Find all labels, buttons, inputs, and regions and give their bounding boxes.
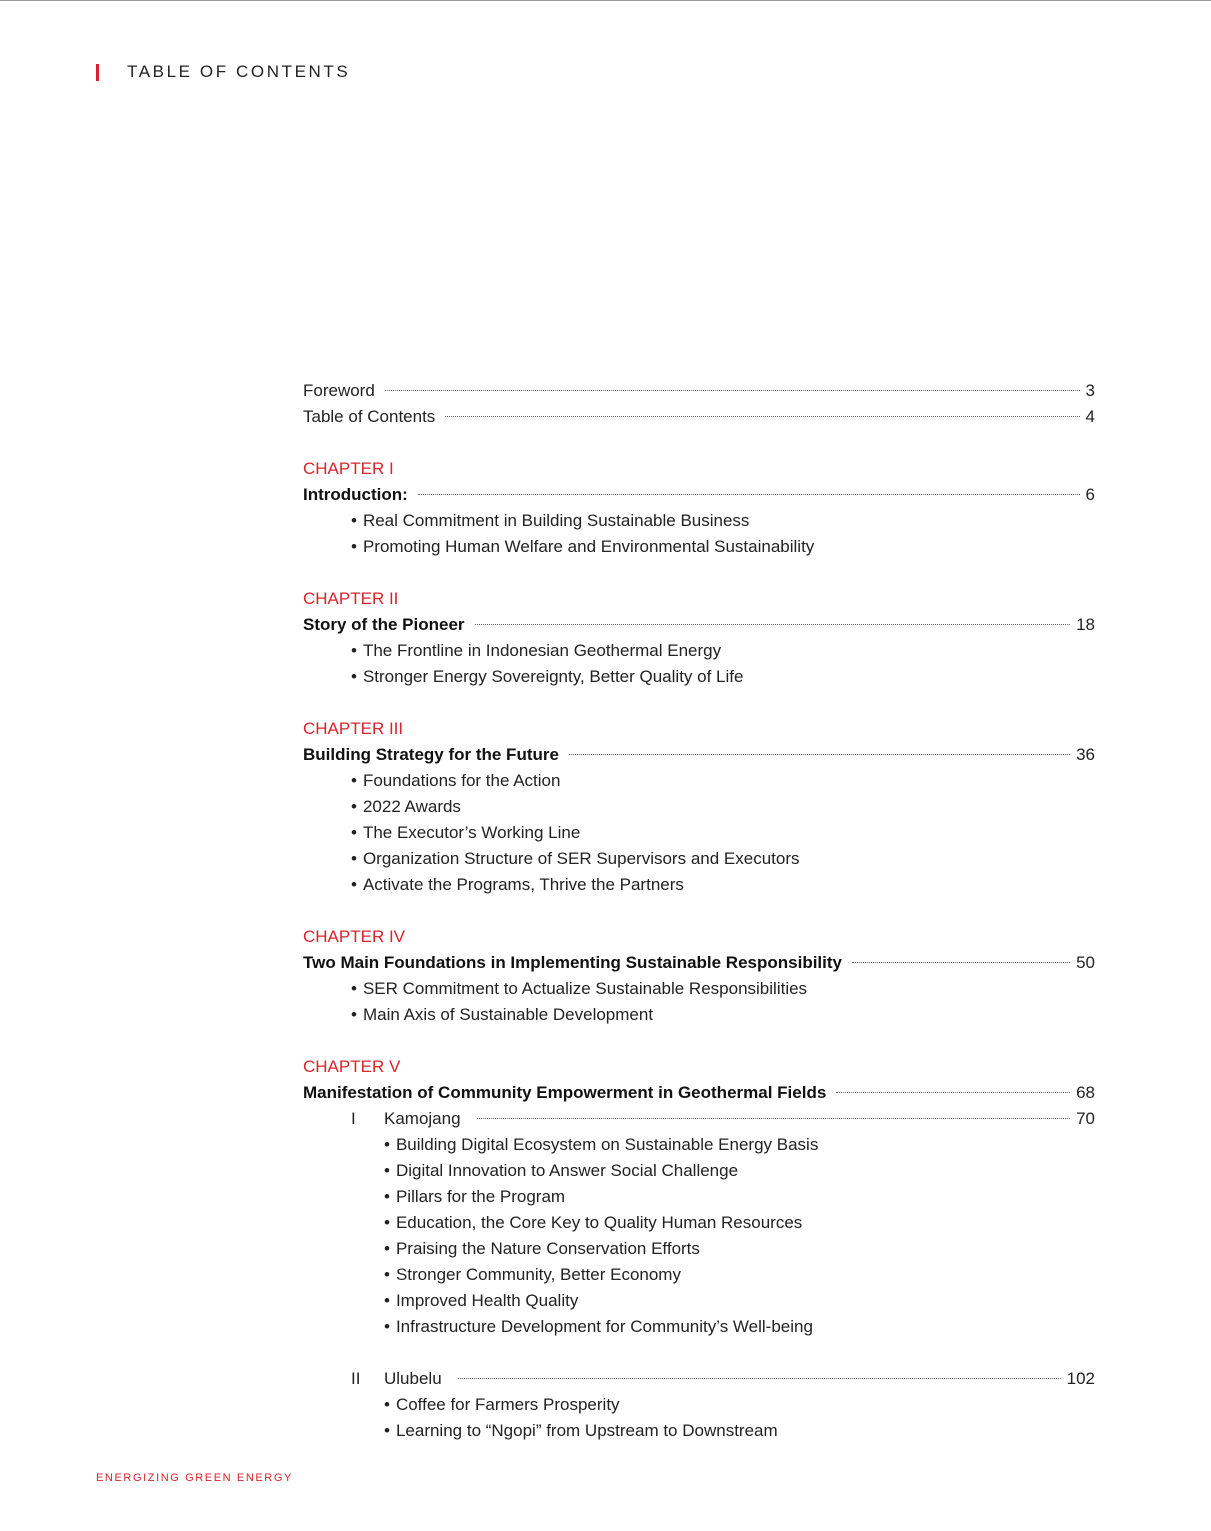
subtopic-item[interactable]: • Foundations for the Action — [303, 768, 1095, 794]
toc-entry-label: Table of Contents — [303, 407, 436, 426]
subtopic-item[interactable]: • Organization Structure of SER Supervisors and Executors — [303, 846, 1095, 872]
toc-section-kamojang[interactable] — [303, 1106, 1095, 1132]
toc-entry-foreword[interactable] — [303, 378, 1095, 404]
dot-leader — [836, 1092, 1070, 1093]
toc-entry-chapter-5[interactable] — [303, 1080, 1095, 1106]
chapter-title: Introduction: — [303, 485, 408, 504]
ulubelu-subtopics — [303, 1392, 1095, 1444]
toc-section-ulubelu[interactable] — [303, 1366, 1095, 1392]
dot-leader — [445, 416, 1079, 417]
dot-leader — [569, 754, 1070, 755]
toc-page-number: 68 — [1076, 1083, 1095, 1102]
table-of-contents — [303, 378, 1095, 1444]
subtopic-item[interactable]: • Learning to “Ngopi” from Upstream to Downstream — [303, 1418, 1095, 1444]
page-footer: ENERGIZING GREEN ENERGY — [96, 1472, 293, 1484]
subtopic-item[interactable]: • Improved Health Quality — [303, 1288, 1095, 1314]
section-numeral: I — [351, 1109, 356, 1128]
chapter-4-subtopics — [303, 976, 1095, 1028]
subtopic-item[interactable]: • Digital Innovation to Answer Social Challenge — [303, 1158, 1095, 1184]
subtopic-item[interactable]: • Main Axis of Sustainable Development — [303, 1002, 1095, 1028]
toc-entry-chapter-4[interactable] — [303, 950, 1095, 976]
chapter-title: Manifestation of Community Empowerment in Geothermal Fields — [303, 1083, 827, 1102]
subtopic-item[interactable]: • Praising the Nature Conservation Efforts — [303, 1236, 1095, 1262]
section-numeral: II — [351, 1369, 361, 1388]
chapter-1-subtopics — [303, 508, 1095, 560]
section-title: Ulubelu — [384, 1369, 442, 1388]
page-header — [96, 62, 350, 82]
toc-entry-chapter-1[interactable] — [303, 482, 1095, 508]
toc-entry-chapter-3[interactable] — [303, 742, 1095, 768]
toc-page-number: 70 — [1076, 1109, 1095, 1128]
subtopic-item[interactable]: • The Executor’s Working Line — [303, 820, 1095, 846]
subtopic-item[interactable]: • Pillars for the Program — [303, 1184, 1095, 1210]
subtopic-item[interactable]: • Education, the Core Key to Quality Human Resources — [303, 1210, 1095, 1236]
chapter-3-subtopics — [303, 768, 1095, 898]
section-title: Kamojang — [384, 1109, 461, 1128]
chapter-title: Two Main Foundations in Implementing Sustainable Responsibility — [303, 953, 842, 972]
subtopic-item[interactable]: • 2022 Awards — [303, 794, 1095, 820]
subtopic-item[interactable]: • Promoting Human Welfare and Environmental Sustainability — [303, 534, 1095, 560]
toc-page-number: 50 — [1076, 953, 1095, 972]
chapter-label: CHAPTER III — [303, 719, 404, 738]
toc-entry-label: Foreword — [303, 381, 375, 400]
header-accent-bar — [96, 64, 99, 81]
subtopic-item[interactable]: • Real Commitment in Building Sustainable Business — [303, 508, 1095, 534]
subtopic-item[interactable]: • Coffee for Farmers Prosperity — [303, 1392, 1095, 1418]
toc-entry-table-of-contents[interactable] — [303, 404, 1095, 430]
dot-leader — [477, 1118, 1071, 1119]
top-rule — [0, 0, 1211, 1]
toc-page-number: 4 — [1085, 407, 1095, 426]
subtopic-item[interactable]: • Stronger Community, Better Economy — [303, 1262, 1095, 1288]
dot-leader — [475, 624, 1071, 625]
page-title: TABLE OF CONTENTS — [127, 62, 351, 81]
dot-leader — [852, 962, 1070, 963]
chapter-title: Story of the Pioneer — [303, 615, 465, 634]
subtopic-item[interactable]: • The Frontline in Indonesian Geothermal Energy — [303, 638, 1095, 664]
subtopic-item[interactable]: • Activate the Programs, Thrive the Partners — [303, 872, 1095, 898]
dot-leader — [418, 494, 1080, 495]
toc-page-number: 36 — [1076, 745, 1095, 764]
subtopic-item[interactable]: • Infrastructure Development for Community’s Well-being — [303, 1314, 1095, 1340]
chapter-label: CHAPTER I — [303, 459, 394, 478]
toc-page-number: 18 — [1076, 615, 1095, 634]
chapter-label: CHAPTER II — [303, 589, 399, 608]
toc-entry-chapter-2[interactable] — [303, 612, 1095, 638]
chapter-title: Building Strategy for the Future — [303, 745, 559, 764]
chapter-label: CHAPTER IV — [303, 927, 406, 946]
chapter-label: CHAPTER V — [303, 1057, 401, 1076]
toc-page-number: 102 — [1066, 1369, 1095, 1388]
subtopic-item[interactable]: • SER Commitment to Actualize Sustainable Responsibilities — [303, 976, 1095, 1002]
toc-page-number: 3 — [1085, 381, 1095, 400]
kamojang-subtopics — [303, 1132, 1095, 1340]
subtopic-item[interactable]: • Stronger Energy Sovereignty, Better Quality of Life — [303, 664, 1095, 690]
toc-page-number: 6 — [1085, 485, 1095, 504]
dot-leader — [458, 1378, 1061, 1379]
dot-leader — [385, 390, 1080, 391]
chapter-2-subtopics — [303, 638, 1095, 690]
subtopic-item[interactable]: • Building Digital Ecosystem on Sustainable Energy Basis — [303, 1132, 1095, 1158]
